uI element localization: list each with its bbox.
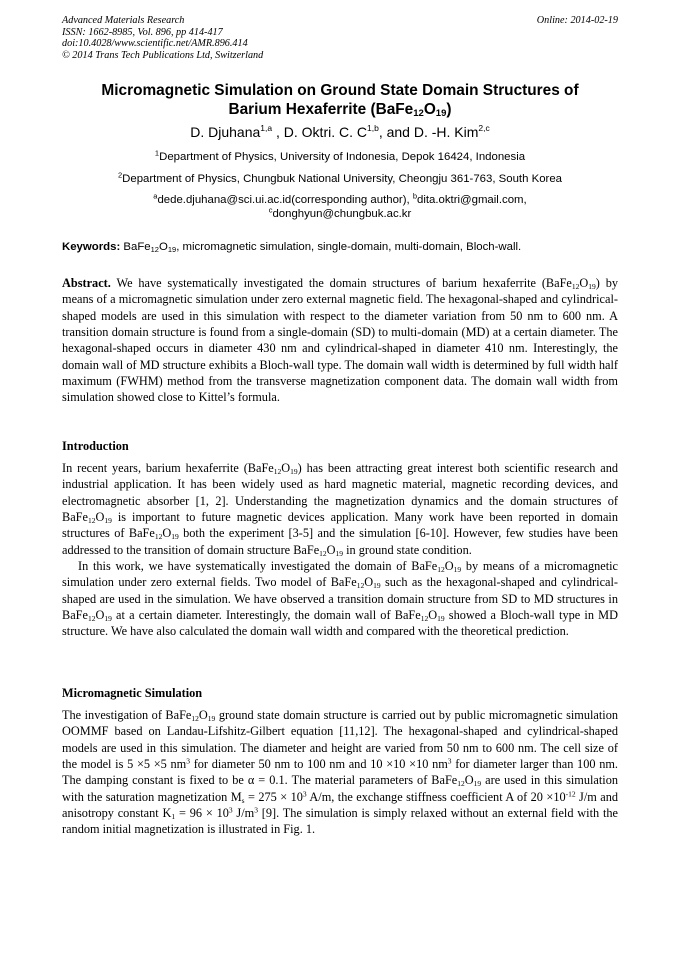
author-affil-mark: 2,c xyxy=(478,123,490,133)
affiliation-1 xyxy=(62,150,618,164)
subscript: 19 xyxy=(473,779,482,789)
abstract-label: Abstract. xyxy=(62,276,111,290)
body-text: O xyxy=(364,575,374,590)
body-text: = 96 × 10 xyxy=(175,806,229,821)
body-text: O xyxy=(464,773,474,788)
journal-copyright: © 2014 Trans Tech Publications Ltd, Switzerland xyxy=(62,49,264,61)
body-text: O xyxy=(428,608,438,623)
title-subscript: 12 xyxy=(413,108,424,119)
subscript: 19 xyxy=(171,532,179,542)
affil-text: Department of Physics, Chungbuk National University, Cheongju 361-763, South Korea xyxy=(122,173,562,185)
journal-doi: doi:10.4028/www.scientific.net/AMR.896.414 xyxy=(62,38,248,50)
body-text: O xyxy=(281,461,291,475)
body-text: such as the hexagonal-shaped and cylindrical-shaped are used in the simulation. We have observed a transition domain structure from SD to MD structures in BaFe xyxy=(62,575,618,623)
body-text: The investigation of BaFe xyxy=(62,708,192,722)
keywords xyxy=(62,240,618,254)
introduction-paragraph-1 xyxy=(62,460,618,558)
author-affil-mark: 1,a xyxy=(260,123,273,133)
body-text: both the experiment [3-5] and the simulation [6-10]. However, few studies have been addressed to the transition of domain structure BaFe xyxy=(62,526,618,557)
subscript: 12 xyxy=(87,516,96,526)
body-text: O xyxy=(444,559,454,574)
subscript: 19 xyxy=(167,245,177,254)
journal-name: Advanced Materials Research xyxy=(62,15,185,26)
author-name: , and D. -H. Kim xyxy=(378,124,479,140)
abstract-text: ) by means of a micromagnetic simulation under zero external magnetic field. The hexagonal-shaped and cylindrical-shaped models are used in this simulation with respect to the diameter variation from 50 nm to 600 nm. A transition domain structure is found from a single-domain (SD) to multi-domain (MD) at a certain diameter. The hexagonal-shaped occurs in diameter 430 nm and cylindrical-shaped in diameter 410 nm. Interestingly, the domain wall of MD structure exhibits a Bloch-wall type. The domain wall width is determined by full width half maximum (FWHM) method from the transverse magnetization component data. The domain wall width from simulation showed close to Kittel’s formula. xyxy=(62,276,619,405)
affiliation-2 xyxy=(62,172,618,186)
email-mark: c xyxy=(268,205,273,215)
abstract-paragraph xyxy=(62,275,618,406)
paper-title xyxy=(62,81,618,119)
title-line-1: Micromagnetic Simulation on Ground State Domain Structures of xyxy=(101,82,579,99)
email-link[interactable]: dita.oktri@gmail.com, xyxy=(417,194,527,206)
superscript: 3 xyxy=(186,756,190,766)
superscript: 3 xyxy=(228,805,233,815)
body-text: [9]. The simulation is simply relaxed without an external field with the random initial magnetization is illustrated in Fig. 1. xyxy=(62,806,619,837)
email-list xyxy=(62,193,618,221)
affil-mark: 2 xyxy=(117,170,123,180)
body-text: A/m, the exchange stiffness coefficient A of 20 ×10 xyxy=(306,789,566,804)
body-text: ground state domain structure is carried out by public micromagnetic simulation OOMMF based on Landau-Lifshitz-Gilbert equation [11,12]. The hexagonal-shaped and cylindrical-shaped models are used in this simulation. The diameter and height are varied from 50 nm to 600 nm. The cell size of the model is 5 ×5 ×5 nm xyxy=(62,708,618,772)
subscript: 12 xyxy=(273,467,282,476)
body-text: J/m xyxy=(232,806,255,821)
subscript: 19 xyxy=(335,548,344,558)
superscript: 3 xyxy=(254,805,258,815)
body-text: by means of a micromagnetic simulation under zero external fields. Two model of BaFe xyxy=(62,559,618,590)
subscript: 12 xyxy=(420,614,429,624)
keywords-text: , micromagnetic simulation, single-domain, multi-domain, Bloch-wall. xyxy=(176,241,522,253)
body-text: showed a Bloch-wall type in MD structure. We have also calculated the domain wall width and compared with the theoretical prediction. xyxy=(62,608,618,639)
title-text: ) xyxy=(446,101,452,118)
section-heading-introduction: Introduction xyxy=(62,439,129,453)
journal-issn: ISSN: 1662-8985, Vol. 896, pp 414-417 xyxy=(62,26,223,38)
subscript: 12 xyxy=(150,245,159,254)
body-text: for diameter larger than 100 nm. The damping constant is fixed to be α = 0.1. The material parameters of BaFe xyxy=(62,757,618,788)
body-text: O xyxy=(95,510,105,525)
affil-text: Department of Physics, University of Indonesia, Depok 16424, Indonesia xyxy=(159,151,526,163)
subscript: 19 xyxy=(373,581,381,591)
introduction-paragraph-2 xyxy=(62,558,618,640)
author-name: , D. Oktri. C. C xyxy=(272,124,367,140)
body-text: is important to future magnetic devices application. Many work have been reported in domain structures of BaFe xyxy=(62,510,618,541)
online-date: Online: 2014-02-19 xyxy=(536,15,618,26)
section-heading-micromagnetic-simulation: Micromagnetic Simulation xyxy=(62,686,203,700)
title-text: O xyxy=(423,101,436,118)
title-subscript: 19 xyxy=(435,108,447,119)
subscript: 12 xyxy=(457,779,465,789)
body-text: O xyxy=(326,542,336,557)
body-text: J/m and anisotropy constant K xyxy=(62,789,618,821)
email-mark: b xyxy=(412,191,417,201)
subscript: 19 xyxy=(588,282,596,291)
superscript: 3 xyxy=(447,756,452,766)
body-text: at a certain diameter. Interestingly, the domain wall of BaFe xyxy=(111,608,421,623)
subscript: s xyxy=(241,795,245,805)
subscript: 12 xyxy=(437,565,445,575)
subscript: 12 xyxy=(356,581,365,591)
superscript: 3 xyxy=(302,789,307,799)
email-link[interactable]: dede.djuhana@sci.ui.ac.id(corresponding author), xyxy=(157,194,413,206)
subscript: 19 xyxy=(437,614,445,624)
simulation-body xyxy=(62,707,618,838)
body-text: in ground state condition. xyxy=(343,542,472,557)
author-name: D. Djuhana xyxy=(190,124,261,140)
subscript: 12 xyxy=(319,548,327,558)
body-text: for diameter 50 nm to 100 nm and 10 ×10 ×10 nm xyxy=(189,757,448,772)
subscript: 19 xyxy=(290,467,298,476)
keywords-label: Keywords: xyxy=(62,241,121,253)
subscript: 19 xyxy=(104,516,112,526)
simulation-paragraph xyxy=(62,707,618,838)
subscript: 19 xyxy=(104,614,112,624)
subscript: 19 xyxy=(207,714,216,723)
body-text: are used in this simulation with the saturation magnetization M xyxy=(62,773,618,804)
title-text: Barium Hexaferrite (BaFe xyxy=(228,101,414,118)
subscript: 12 xyxy=(571,282,580,291)
body-text: O xyxy=(198,708,208,722)
body-text: In recent years, barium hexaferrite (BaFe xyxy=(62,461,274,475)
subscript: 12 xyxy=(191,714,199,723)
email-line-1 xyxy=(62,193,618,207)
abstract-text: We have systematically investigated the domain structures of barium hexaferrite (BaFe xyxy=(110,276,572,290)
subscript: 19 xyxy=(453,565,462,575)
email-mark: a xyxy=(153,191,158,201)
body-text: O xyxy=(162,526,172,541)
affil-mark: 1 xyxy=(154,148,160,158)
body-text: O xyxy=(95,608,105,623)
subscript: 1 xyxy=(171,812,176,822)
introduction-body xyxy=(62,460,618,640)
superscript: -12 xyxy=(565,789,576,799)
title-line-2 xyxy=(62,100,618,119)
body-text: In this work, we have systematically investigated the domain of BaFe xyxy=(78,559,438,574)
email-link[interactable]: donghyun@chungbuk.ac.kr xyxy=(272,208,412,220)
author-list xyxy=(62,123,618,141)
email-line-2 xyxy=(62,207,618,221)
abstract-text: O xyxy=(579,276,589,290)
author-affil-mark: 1,b xyxy=(367,123,379,133)
keywords-text: O xyxy=(158,241,168,253)
journal-header xyxy=(62,15,618,61)
keywords-text: BaFe xyxy=(120,241,151,253)
body-text: = 275 × 10 xyxy=(244,789,303,804)
subscript: 12 xyxy=(87,614,96,624)
abstract xyxy=(62,275,618,406)
body-text: ) has been attracting great interest both scientific research and industrial application. It has been widely used as hard magnetic material, magnetic recording devices, and electromagnetic absorber [1, 2]. Understanding the magnetization dynamics and the domain structures of BaFe xyxy=(62,461,618,525)
subscript: 12 xyxy=(154,532,163,542)
